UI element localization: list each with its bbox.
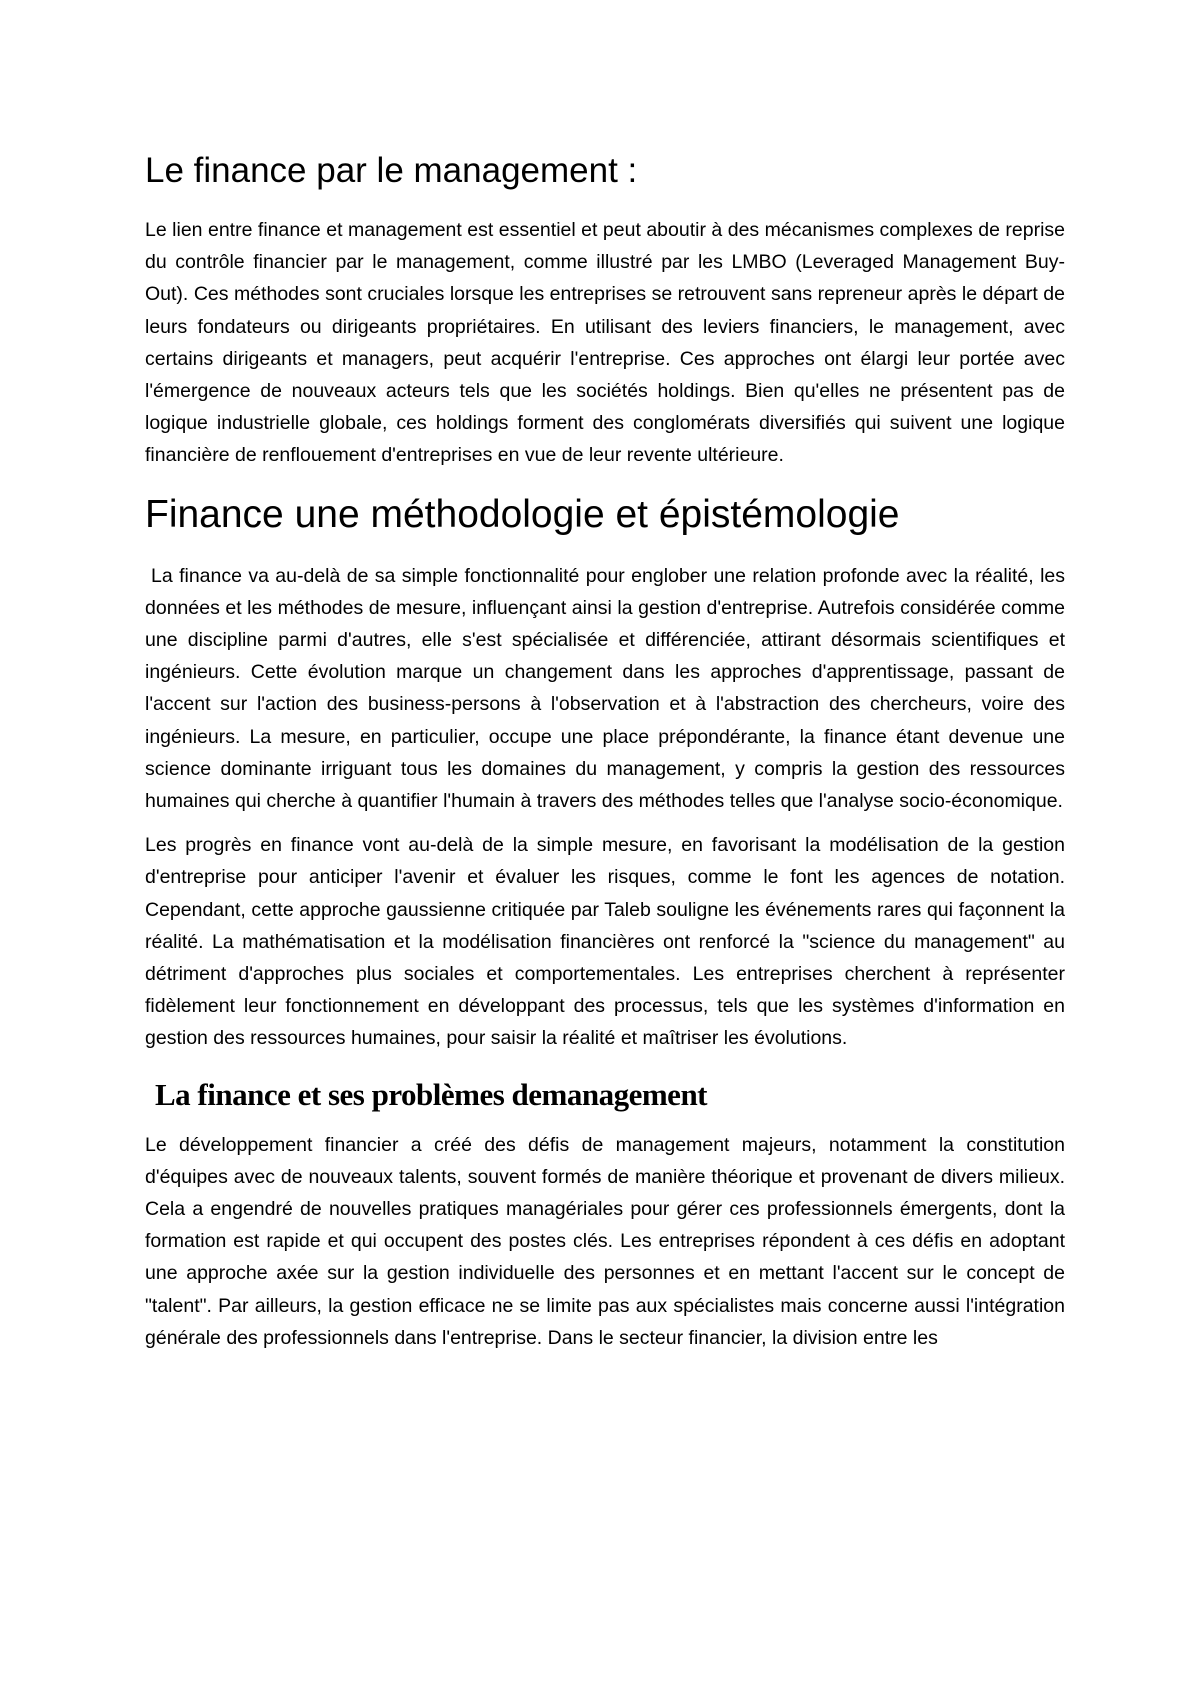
heading-methodologie-epistemologie: Finance une méthodologie et épistémologie: [145, 492, 900, 536]
paragraph: La finance va au-delà de sa simple fonctionnalité pour englober une relation profonde avec la réalité, les données et les méthodes de mesure, influençant ainsi la gestion d'entreprise. Autrefois considérée comme une discipline parmi d'autres, elle s'est spécialisée et différenciée, attirant désormais scientifiques et ingénieurs. Cette évolution marque un changement dans les approches d'apprentissage, passant de l'accent sur l'action des business-persons à l'observation et à l'abstraction des chercheurs, voire des ingénieurs. La mesure, en particulier, occupe une place prépondérante, la finance étant devenue une science dominante irriguant tous les domaines du management, y compris la gestion des ressources humaines qui cherche à quantifier l'humain à travers des méthodes telles que l'analyse socio-économique.: [145, 564, 1065, 813]
document-body: [145, 142, 1065, 1366]
heading-finance-par-management: Le finance par le management :: [145, 151, 638, 190]
paragraph: Le lien entre finance et management est essentiel et peut aboutir à des mécanismes complexes de reprise du contrôle financier par le management, comme illustré par les LMBO (Leveraged Management Buy-Out). Ces méthodes sont cruciales lorsque les entreprises se retrouvent sans repreneur après le départ de leurs fondateurs ou dirigeants propriétaires. En utilisant des leviers financiers, le management, avec certains dirigeants et managers, peut acquérir l'entreprise. Ces approches ont élargi leur portée avec l'émergence de nouveaux acteurs tels que les sociétés holdings. Bien qu'elles ne présentent pas de logique industrielle globale, ces holdings forment des conglomérats diversifiés qui suivent une logique financière de renflouement d'entreprises en vue de leur revente ultérieure.: [145, 219, 1065, 467]
paragraph: Le développement financier a créé des défis de management majeurs, notamment la constitution d'équipes avec de nouveaux talents, souvent formés de manière théorique et provenant de divers milieux. Cela a engendré de nouvelles pratiques managériales pour gérer ces professionnels émergents, dont la formation est rapide et qui occupent des postes clés. Les entreprises répondent à ces défis en adoptant une approche axée sur la gestion individuelle des personnes et en mettant l'accent sur le concept de "talent". Par ailleurs, la gestion efficace ne se limite pas aux spécialistes mais concerne aussi l'intégration générale des professionnels dans l'entreprise. Dans le secteur financier, la division entre les: [145, 1133, 1065, 1349]
section-finance-par-management: [145, 142, 1065, 472]
section-problemes-management: [145, 1067, 1065, 1354]
paragraph: Les progrès en finance vont au-delà de la simple mesure, en favorisant la modélisation de la gestion d'entreprise pour anticiper l'avenir et évaluer les risques, comme le font les agences de notation. Cependant, cette approche gaussienne critiquée par Taleb souligne les événements rares qui façonnent la réalité. La mathématisation et la modélisation financières ont renforcé la "science du management" au détriment d'approches plus sociales et comportementales. Les entreprises cherchent à représenter fidèlement leur fonctionnement en développant des processus, tels que les systèmes d'information en gestion des ressources humaines, pour saisir la réalité et maîtriser les évolutions.: [145, 834, 1065, 1050]
section-methodologie-epistemologie: [145, 484, 1065, 1055]
heading-problemes-management: La finance et ses problèmes demanagement: [155, 1076, 708, 1112]
